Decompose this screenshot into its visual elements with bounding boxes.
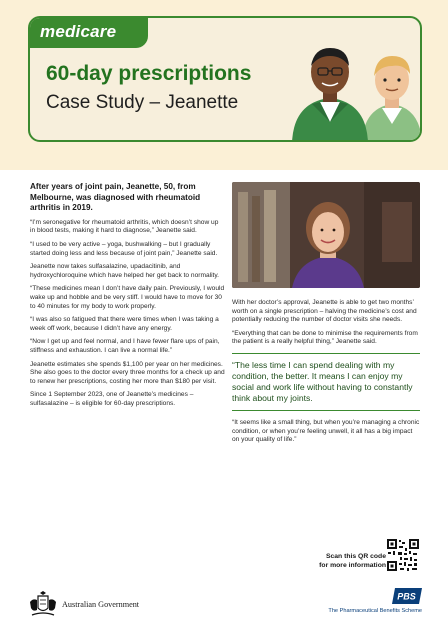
coat-of-arms-icon — [28, 590, 58, 620]
pull-quote: “The less time I can spend dealing with my condition, the better. It means I can enjoy my social and work life without having to constantly think about my joints. — [232, 353, 420, 411]
body-paragraph: With her doctor’s approval, Jeanette is able to get two months’ worth on a single prescription – halving the medicine’s cost and potentially reducing the number of doctor visits she needs. — [232, 299, 417, 324]
body-paragraph: “These medicines mean I don’t have daily pain. Previously, I would wake up and hobble and be very stiff. I would have to move for 30 to 40 minutes for my body to work properly. — [30, 285, 225, 310]
qr-label — [319, 553, 386, 570]
pbs-logo — [392, 588, 422, 604]
body-paragraph: “I was also so fatigued that there were times when I was taking a week off work, because I didn’t have any energy. — [30, 316, 219, 332]
body-paragraph: “I’m seronegative for rheumatoid arthritis, which doesn’t show up in blood tests, making it hard to diagnose,” Jeanette said. — [30, 218, 219, 235]
page-title: 60-day prescriptions — [46, 62, 252, 85]
body-paragraph: “Everything that can be done to minimise the requirements from the patient is a really helpful thing,” Jeanette said. — [232, 329, 418, 346]
pbs-scheme-label: The Pharmaceutical Benefits Scheme — [328, 608, 422, 614]
body-paragraph: Since 1 September 2023, one of Jeanette’s medicines – sulfasalazine – is eligible for 60-day prescriptions. — [30, 391, 194, 407]
body-paragraph: “Now I get up and feel normal, and I have fewer flare ups of pain, stiffness and exhaustion. I can live a normal life.” — [30, 338, 220, 354]
qr-label-line2: for more information — [319, 561, 386, 569]
australian-government-label: Australian Government — [62, 600, 140, 609]
brand-tab — [30, 18, 148, 48]
body-paragraph: Jeanette now takes sulfasalazine, upadacitinib, and hydroxychloroquine which have helped her get back to normality. — [30, 263, 220, 279]
pbs-logo-text: PBS — [397, 591, 416, 602]
lead-paragraph: After years of joint pain, Jeanette, 50, from Melbourne, was diagnosed with rheumatoid arthritis in 2019. — [30, 182, 201, 213]
header-card — [28, 16, 422, 142]
right-column — [232, 182, 420, 450]
qr-label-line1: Scan this QR code — [325, 553, 386, 560]
qr-code[interactable] — [386, 538, 420, 572]
jeanette-photo — [232, 182, 420, 288]
medicare-logo: medicare — [40, 22, 117, 41]
closing-quote: “It seems like a small thing, but when you’re managing a chronic condition, or when you’re feeling unwell, it all has a big impact on your quality of life.” — [232, 418, 420, 444]
left-column — [30, 182, 225, 413]
body-paragraph: Jeanette estimates she spends $1,100 per year on her medicines. She also goes to the doctor every three months for a check up and to renew her prescriptions, costing her more than $180 per visit. — [30, 360, 225, 385]
page-subtitle: Case Study – Jeanette — [46, 92, 239, 113]
two-people-illustration — [274, 42, 422, 142]
body-paragraph: “I used to be very active – yoga, bushwalking – but I gradually started doing less and less because of joint pain,” Jeanette said. — [30, 240, 218, 257]
